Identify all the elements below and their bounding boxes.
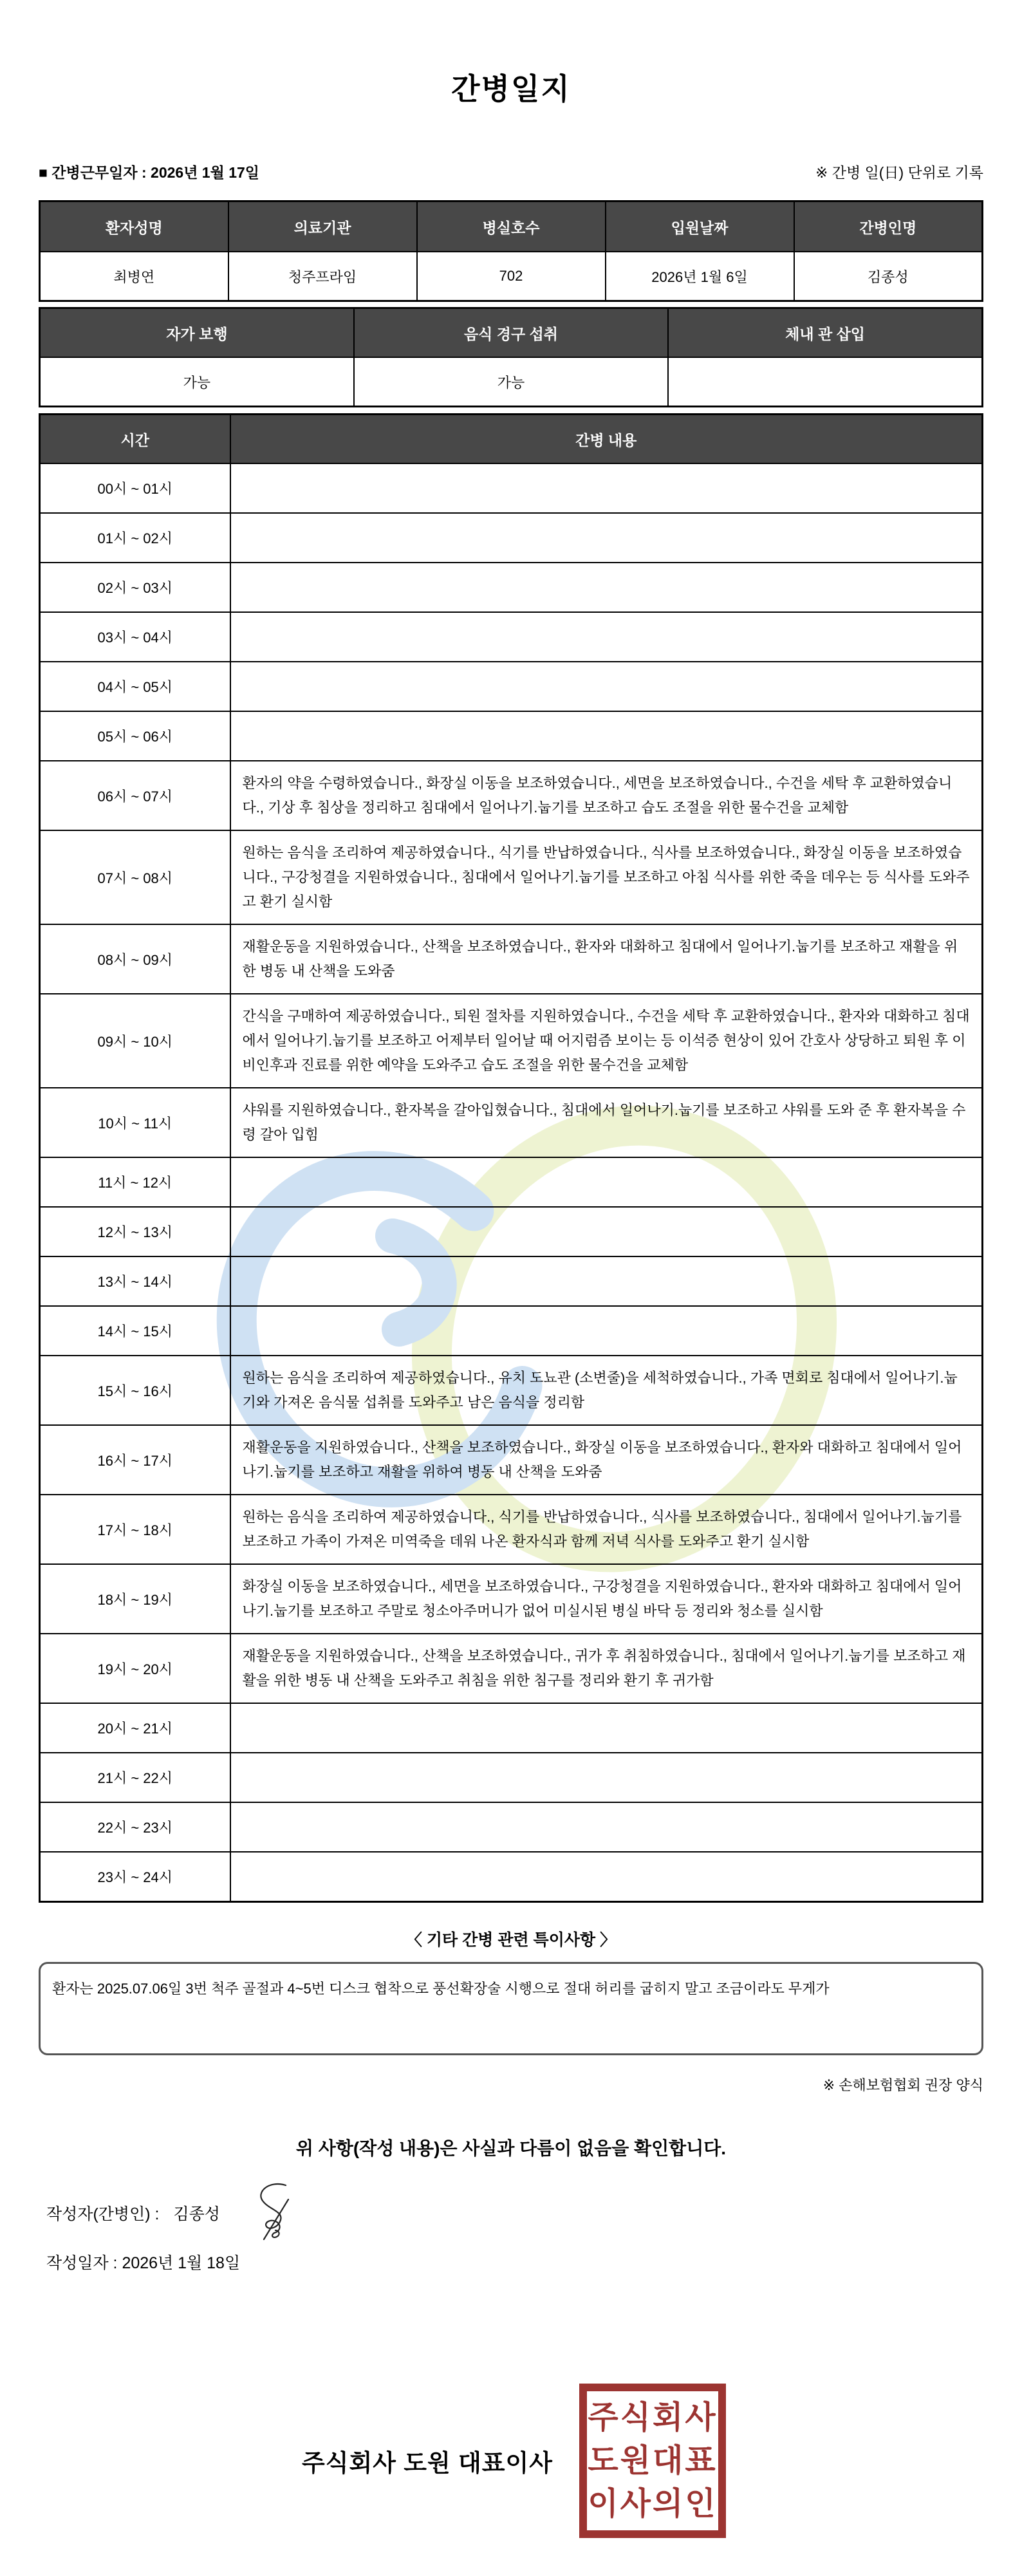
company-and-ceo-label: 주식회사 도원 대표이사 [302,2450,553,2476]
self-walking-value: 가능 [40,357,354,407]
time-cell: 15시 ~ 16시 [40,1356,230,1425]
time-cell: 14시 ~ 15시 [40,1306,230,1356]
hourly-care-log-table [39,413,983,1903]
care-content-cell: 원하는 음식을 조리하여 제공하였습니다., 유치 도뇨관 (소변줄)을 세척하였습니다., 가족 면회로 침대에서 일어나기.눕기와 가져온 음식물 섭취를 도와주고 남은 음식을 정리함 [230,1356,983,1425]
table-row [40,1356,983,1425]
caregiver-name-header: 간병인명 [794,201,983,252]
time-cell: 23시 ~ 24시 [40,1852,230,1902]
care-content-cell: 원하는 음식을 조리하여 제공하였습니다., 식기를 반납하였습니다., 식사를 보조하였습니다., 화장실 이동을 보조하였습니다., 구강청결을 지원하였습니다., 침대에서 일어나기.눕기를 보조하고 아침 식사를 위한 죽을 데우는 등 식사를 도와주고 환기 실시함 [230,830,983,924]
care-content-cell [230,1703,983,1753]
patient-name-header: 환자성명 [40,201,228,252]
time-cell: 01시 ~ 02시 [40,513,230,563]
medical-institution-value: 청주프라임 [228,252,417,301]
care-content-cell [230,1157,983,1207]
time-cell: 05시 ~ 06시 [40,711,230,761]
tube-insertion-value [668,357,982,407]
table-row [40,1495,983,1564]
confirmation-statement: 위 사항(작성 내용)은 사실과 다름이 없음을 확인합니다. [295,2138,727,2158]
table-row [40,252,983,301]
time-cell: 20시 ~ 21시 [40,1703,230,1753]
table-row [40,1157,983,1207]
care-content-cell [230,1852,983,1902]
table-row [40,1425,983,1495]
tube-insertion-header: 체내 관 삽입 [668,308,982,358]
table-row [40,1852,983,1902]
care-content-cell: 재활운동을 지원하였습니다., 산책을 보조하였습니다., 귀가 후 취침하였습니다., 침대에서 일어나기.눕기를 보조하고 재활을 위한 병동 내 산책을 도와주고 취침을 위한 침구를 정리와 환기 후 귀가함 [230,1634,983,1703]
time-cell: 08시 ~ 09시 [40,924,230,994]
table-row [40,1703,983,1753]
time-cell: 07시 ~ 08시 [40,830,230,924]
writer-name: 김종성 [173,2205,220,2223]
stamp-line: 주식회사 [588,2400,718,2435]
time-cell: 13시 ~ 14시 [40,1256,230,1306]
time-cell: 17시 ~ 18시 [40,1495,230,1564]
care-content-cell [230,612,983,662]
table-row [40,1088,983,1157]
care-content-cell: 화장실 이동을 보조하였습니다., 세면을 보조하였습니다., 구강청결을 지원하였습니다., 환자와 대화하고 침대에서 일어나기.눕기를 보조하고 주말로 청소아주머니가 없어 미실시된 병실 바닥 등 정리와 청소를 실시함 [230,1564,983,1634]
care-content-cell [230,1753,983,1802]
special-notes-heading: 〈 기타 간병 관련 특이사항 〉 [405,1931,617,1949]
log-table-body [40,463,983,1902]
corporate-seal-stamp [579,2384,726,2538]
care-content-cell [230,563,983,612]
table-row [40,1634,983,1703]
time-cell: 00시 ~ 01시 [40,463,230,513]
table-row [40,612,983,662]
table-row [40,563,983,612]
table-row [40,1306,983,1356]
record-unit-note: ※ 간병 일(日) 단위로 기록 [815,164,983,181]
table-row [40,1564,983,1634]
time-cell: 06시 ~ 07시 [40,761,230,830]
care-content-cell [230,1802,983,1852]
time-cell: 19시 ~ 20시 [40,1634,230,1703]
page-title: 간병일지 [451,72,571,106]
recommended-form-note: ※ 손해보험협회 권장 양식 [822,2077,983,2093]
table-row [40,357,983,407]
special-notes-box: 환자는 2025.07.06일 3번 척주 골절과 4~5번 디스크 협착으로 풍선확장술 시행으로 절대 허리를 굽히지 말고 조금이라도 무게가 [39,1962,983,2055]
table-row [40,1207,983,1256]
time-cell: 04시 ~ 05시 [40,662,230,711]
time-cell: 16시 ~ 17시 [40,1425,230,1495]
table-row [40,463,983,513]
care-content-cell: 재활운동을 지원하였습니다., 산책을 보조하였습니다., 환자와 대화하고 침대에서 일어나기.눕기를 보조하고 재활을 위한 병동 내 산책을 도와줌 [230,924,983,994]
admission-date-header: 입원날짜 [606,201,794,252]
table-row [40,994,983,1088]
care-content-cell [230,1207,983,1256]
handwritten-signature [247,2181,302,2241]
stamp-line: 도원대표 [588,2443,718,2478]
self-walking-header: 자가 보행 [40,308,354,358]
care-content-cell: 간식을 구매하여 제공하였습니다., 퇴원 절차를 지원하였습니다., 수건을 세탁 후 교환하였습니다., 환자와 대화하고 침대에서 일어나기.눕기를 보조하고 어제부터 일어날 때 어지럼즘 보이는 등 이석증 현상이 있어 간호사 상당하고 퇴원 후 이비인후과 진료를 위한 예약을 도와주고 습도 조절을 위한 물수건을 교체함 [230,994,983,1088]
room-number-value: 702 [417,252,606,301]
writer-label: 작성자(간병인) : [46,2205,160,2223]
stamp-line: 이사의인 [588,2486,718,2521]
care-content-cell: 샤워를 지원하였습니다., 환자복을 갈아입혔습니다., 침대에서 일어나기.눕기를 보조하고 샤워를 도와 준 후 환자복을 수령 갈아 입힘 [230,1088,983,1157]
admission-date-value: 2026년 1월 6일 [606,252,794,301]
table-row [40,1753,983,1802]
time-column-header: 시간 [40,415,230,464]
time-cell: 02시 ~ 03시 [40,563,230,612]
table-row [40,513,983,563]
care-content-cell [230,1306,983,1356]
table-row [40,924,983,994]
writer-row [46,2194,1022,2232]
care-content-cell: 원하는 음식을 조리하여 제공하였습니다., 식기를 반납하였습니다., 식사를 보조하였습니다., 침대에서 일어나기.눕기를 보조하고 가족이 가져온 미역죽을 데워 나온 환자식과 함께 저녁 식사를 도와주고 환기 실시함 [230,1495,983,1564]
care-content-cell [230,463,983,513]
patient-status-table [39,307,983,407]
care-content-cell [230,513,983,563]
work-date-label: ■ 간병근무일자 : 2026년 1월 17일 [39,164,260,181]
room-number-header: 병실호수 [417,201,606,252]
patient-info-table [39,200,983,302]
care-content-cell [230,711,983,761]
care-content-cell [230,1256,983,1306]
oral-intake-value: 가능 [354,357,668,407]
medical-institution-header: 의료기관 [228,201,417,252]
time-cell: 22시 ~ 23시 [40,1802,230,1852]
table-row [40,830,983,924]
patient-name-value: 최병연 [40,252,228,301]
oral-intake-header: 음식 경구 섭취 [354,308,668,358]
table-row [40,761,983,830]
care-content-cell [230,662,983,711]
time-cell: 09시 ~ 10시 [40,994,230,1088]
meta-row [39,161,983,182]
table-row [40,662,983,711]
care-content-column-header: 간병 내용 [230,415,983,464]
care-content-cell: 환자의 약을 수령하였습니다., 화장실 이동을 보조하였습니다., 세면을 보조하였습니다., 수건을 세탁 후 교환하였습니다., 기상 후 침상을 정리하고 침대에서 일어나기.눕기를 보조하고 습도 조절을 위한 물수건을 교체함 [230,761,983,830]
time-cell: 03시 ~ 04시 [40,612,230,662]
caregiver-name-value: 김종성 [794,252,983,301]
written-date-row: 작성일자 : 2026년 1월 18일 [46,2254,241,2272]
time-cell: 11시 ~ 12시 [40,1157,230,1207]
care-content-cell: 재활운동을 지원하였습니다., 산책을 보조하였습니다., 화장실 이동을 보조하였습니다., 환자와 대화하고 침대에서 일어나기.눕기를 보조하고 재활을 위하여 병동 내 산책을 도와줌 [230,1425,983,1495]
table-row [40,1802,983,1852]
table-row [40,1256,983,1306]
table-row [40,711,983,761]
time-cell: 18시 ~ 19시 [40,1564,230,1634]
time-cell: 21시 ~ 22시 [40,1753,230,1802]
time-cell: 10시 ~ 11시 [40,1088,230,1157]
time-cell: 12시 ~ 13시 [40,1207,230,1256]
